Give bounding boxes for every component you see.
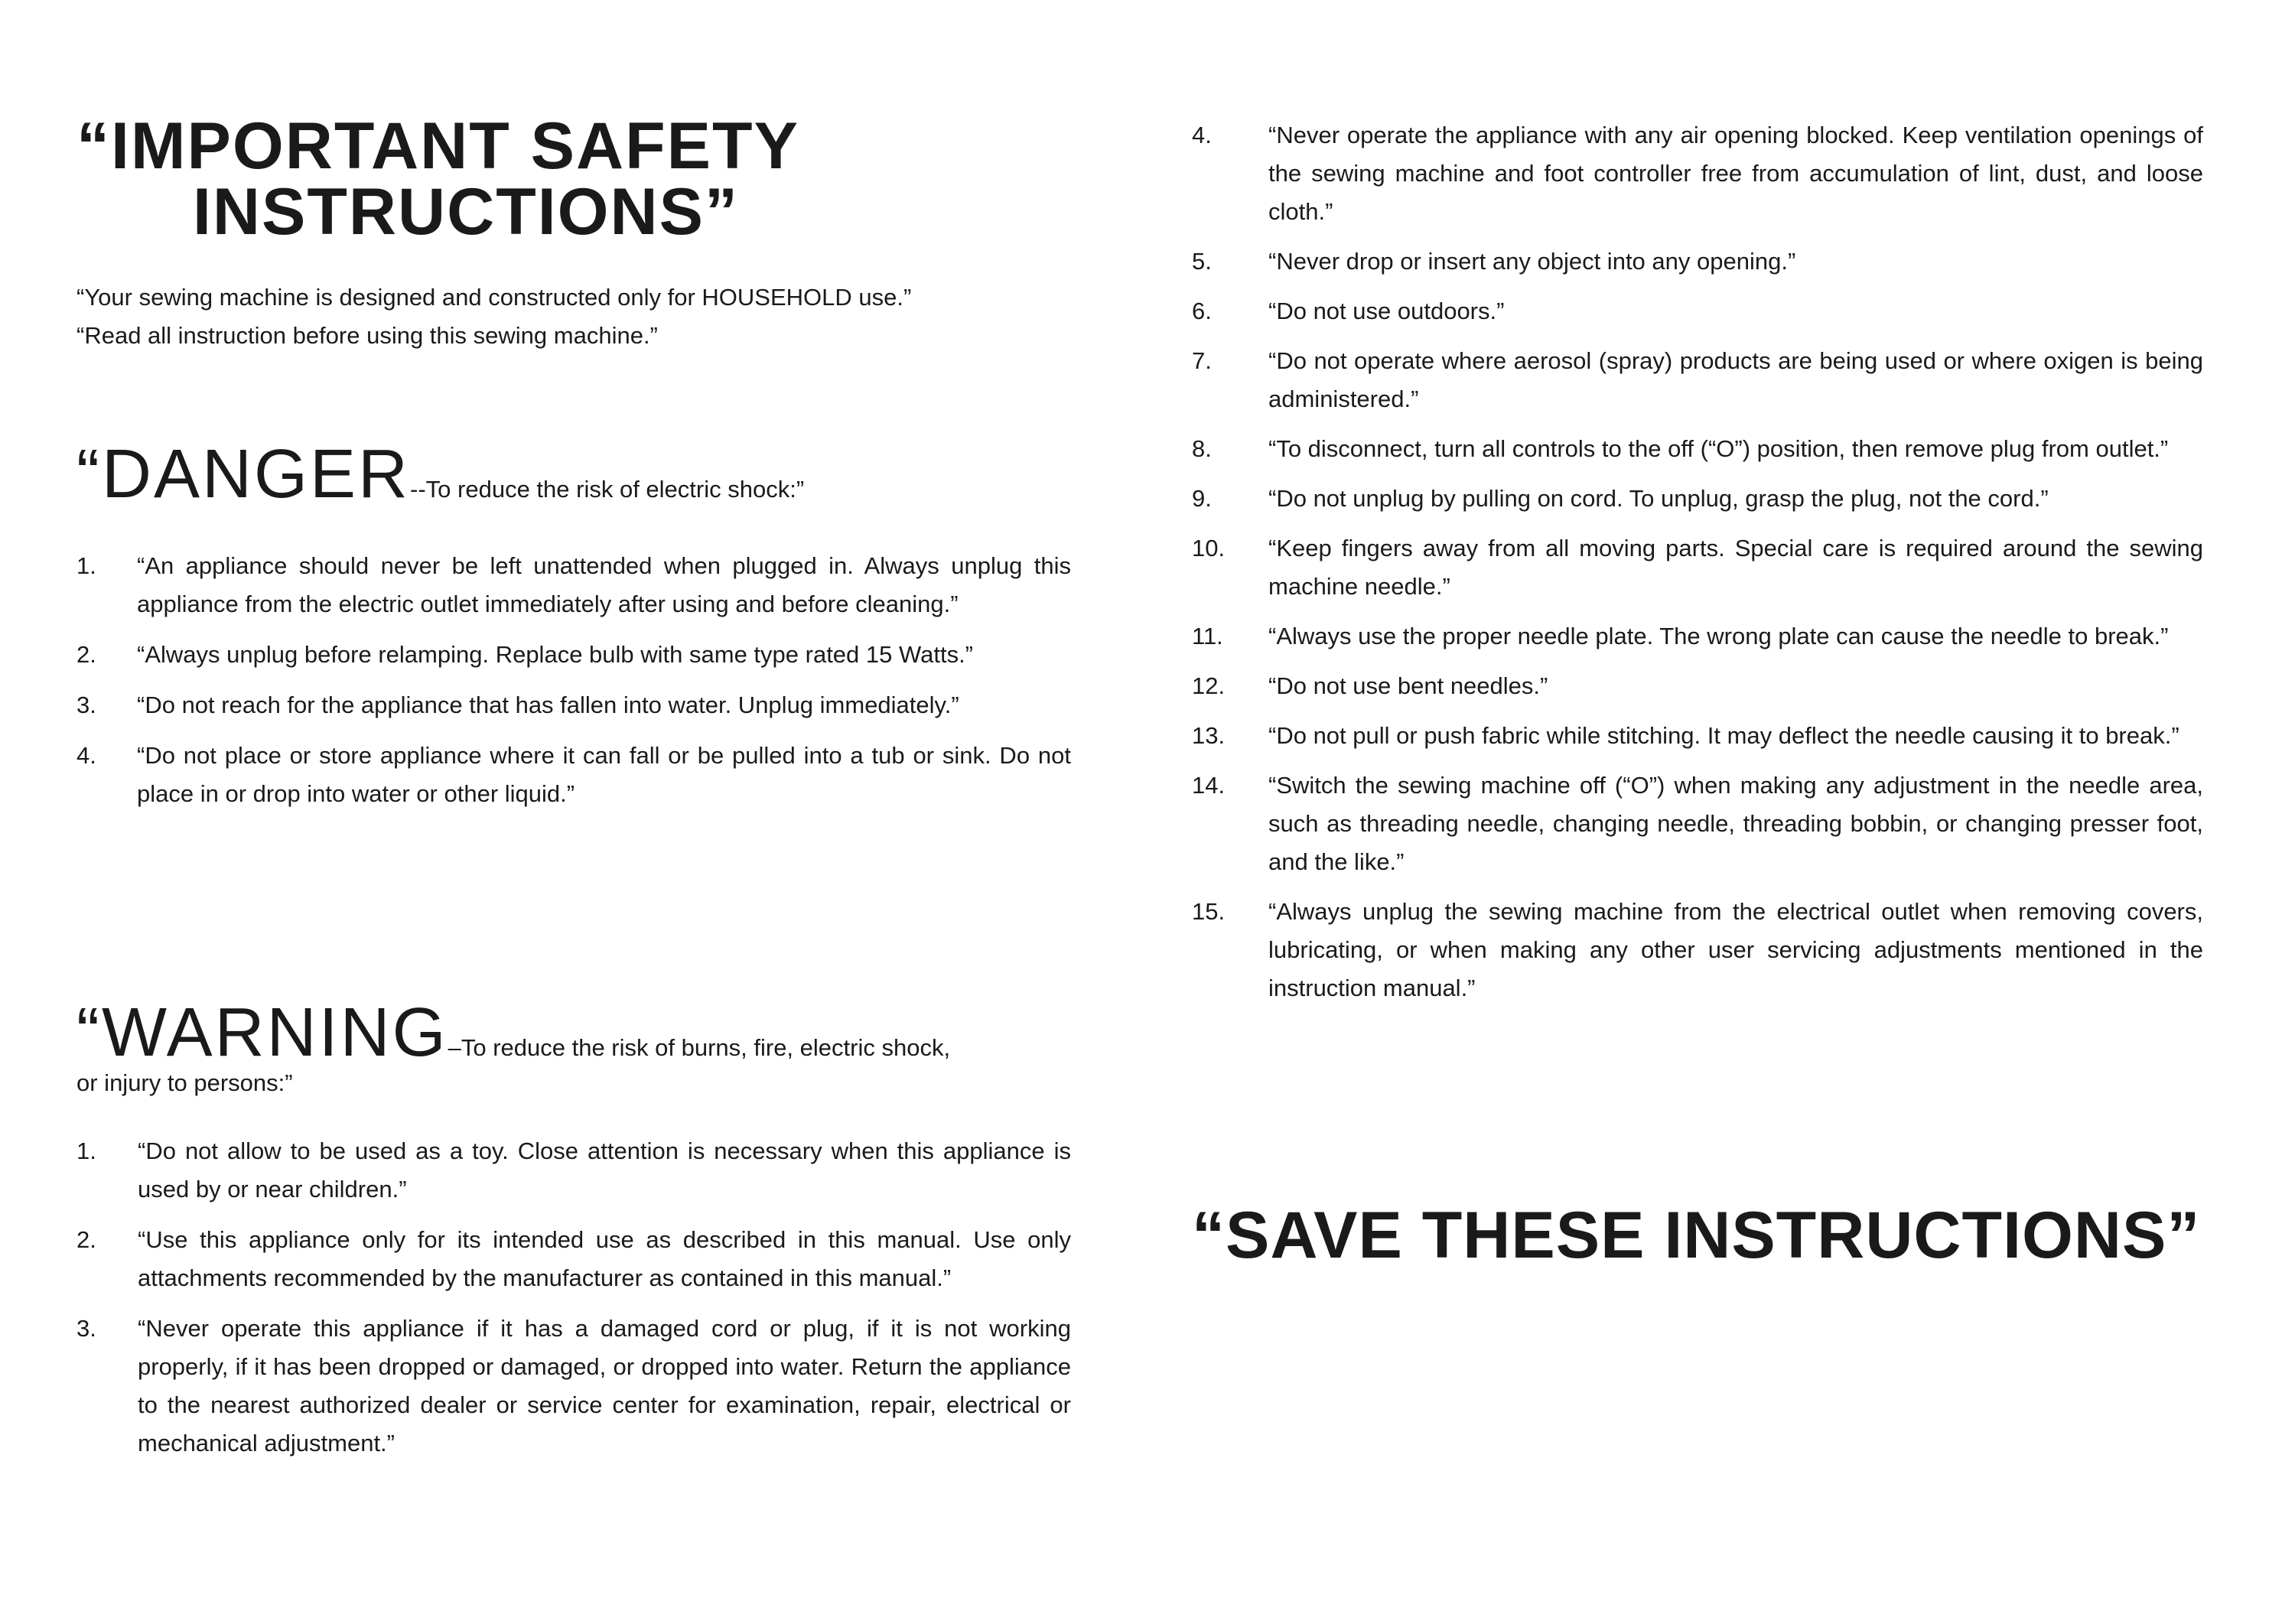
item-number: 12.: [1192, 672, 1226, 699]
item-number: 2.: [76, 1226, 96, 1253]
item-text: “Do not operate where aerosol (spray) products are being used or where oxigen is being administered.”: [1268, 347, 2203, 412]
item-number: 9.: [1192, 485, 1212, 512]
list-item: [1192, 242, 2203, 281]
list-item: [1192, 480, 2203, 518]
item-text: “Always unplug the sewing machine from the electrical outlet when removing covers, lubricating, or when making any other user servicing adjustments mentioned in the instruction manual.”: [1268, 898, 2203, 1001]
list-item: [76, 686, 1071, 724]
danger-list: [76, 547, 1071, 825]
item-text: “Do not use bent needles.”: [1268, 672, 1548, 699]
item-text: “Do not allow to be used as a toy. Close attention is necessary when this appliance is used by or near children.”: [138, 1137, 1071, 1203]
save-instructions-heading: “SAVE THESE INSTRUCTIONS”: [1192, 1199, 2201, 1272]
list-item: [76, 1310, 1071, 1463]
list-item: [76, 1221, 1071, 1297]
item-number: 2.: [76, 641, 96, 668]
item-number: 3.: [76, 1315, 96, 1342]
item-number: 4.: [76, 742, 96, 769]
list-item: [1192, 292, 2203, 330]
item-text: “Keep fingers away from all moving parts. Special care is required around the sewing machine needle.”: [1268, 535, 2203, 600]
list-item: [1192, 717, 2203, 755]
danger-title: “DANGER: [76, 436, 411, 513]
continued-warning-list: [1192, 116, 2203, 1019]
item-number: 8.: [1192, 435, 1212, 462]
warning-subtitle-cont: or injury to persons:”: [76, 1069, 293, 1096]
item-text: “Always use the proper needle plate. The wrong plate can cause the needle to break.”: [1268, 623, 2169, 649]
warning-heading: [76, 994, 1079, 1102]
intro-text: [76, 278, 1071, 355]
page-title: [76, 109, 799, 249]
danger-heading: [76, 436, 805, 513]
warning-list: [76, 1132, 1071, 1475]
list-item: [1192, 529, 2203, 606]
item-number: 4.: [1192, 122, 1212, 148]
item-number: 1.: [76, 552, 96, 579]
item-text: “Do not unplug by pulling on cord. To unplug, grasp the plug, not the cord.”: [1268, 485, 2049, 512]
list-item: [1192, 667, 2203, 705]
item-text: “Never operate the appliance with any air opening blocked. Keep ventilation openings of the sewing machine and foot controller free from accumulation of lint, dust, and loose cloth.”: [1268, 122, 2203, 225]
item-text: “Switch the sewing machine off (“O”) when making any adjustment in the needle area, such as threading needle, changing needle, threading bobbin, or changing presser foot, and the like.”: [1268, 772, 2203, 875]
item-number: 7.: [1192, 347, 1212, 374]
item-number: 5.: [1192, 248, 1212, 275]
list-item: [76, 737, 1071, 813]
item-text: “Never drop or insert any object into any opening.”: [1268, 248, 1796, 275]
item-text: “An appliance should never be left unattended when plugged in. Always unplug this appliance from the electric outlet immediately after using and before cleaning.”: [137, 552, 1071, 617]
intro-household: “Your sewing machine is designed and constructed only for HOUSEHOLD use.”: [76, 284, 912, 311]
item-text: “Always unplug before relamping. Replace bulb with same type rated 15 Watts.”: [137, 641, 974, 668]
item-number: 3.: [76, 692, 96, 718]
warning-title: “WARNING: [76, 994, 448, 1071]
page-title-line2: INSTRUCTIONS”: [193, 175, 739, 249]
item-text: “Do not use outdoors.”: [1268, 298, 1505, 324]
list-item: [1192, 342, 2203, 418]
item-text: “Use this appliance only for its intended use as described in this manual. Use only attachments recommended by the manufacturer as contained in this manual.”: [138, 1226, 1071, 1291]
list-item: [76, 547, 1071, 623]
list-item: [1192, 116, 2203, 231]
item-number: 15.: [1192, 898, 1226, 925]
item-number: 10.: [1192, 535, 1226, 561]
item-number: 14.: [1192, 772, 1226, 799]
item-text: “Do not pull or push fabric while stitching. It may deflect the needle causing it to break.”: [1268, 722, 2179, 749]
item-number: 6.: [1192, 298, 1212, 324]
item-text: “Do not reach for the appliance that has fallen into water. Unplug immediately.”: [137, 692, 959, 718]
intro-read-all: “Read all instruction before using this sewing machine.”: [76, 322, 658, 349]
list-item: [1192, 617, 2203, 656]
item-number: 13.: [1192, 722, 1226, 749]
list-item: [76, 1132, 1071, 1209]
item-number: 1.: [76, 1137, 96, 1164]
item-text: “To disconnect, turn all controls to the off (“O”) position, then remove plug from outlet.”: [1268, 435, 2169, 462]
list-item: [1192, 893, 2203, 1007]
item-text: “Do not place or store appliance where it can fall or be pulled into a tub or sink. Do not place in or drop into water or other liquid.”: [137, 742, 1071, 807]
danger-subtitle: --To reduce the risk of electric shock:”: [410, 476, 805, 503]
list-item: [1192, 766, 2203, 881]
warning-subtitle: –To reduce the risk of burns, fire, electric shock,: [448, 1034, 951, 1061]
item-text: “Never operate this appliance if it has a damaged cord or plug, if it is not working properly, if it has been dropped or damaged, or dropped into water. Return the appliance to the nearest authorized dealer or service center for examination, repair, electrical or mechanical adjustment.”: [138, 1315, 1071, 1456]
page-title-line1: “IMPORTANT SAFETY: [76, 109, 799, 183]
list-item: [1192, 430, 2203, 468]
list-item: [76, 636, 1071, 674]
item-number: 11.: [1192, 623, 1223, 649]
